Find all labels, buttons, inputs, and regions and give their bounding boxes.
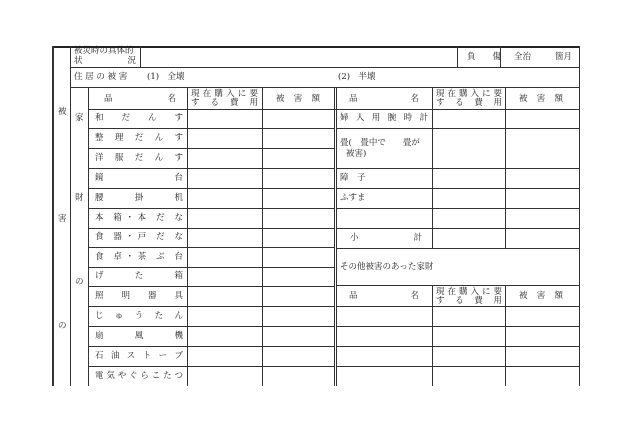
item-label: 洋 服 だ ん す [95, 153, 183, 163]
situation-label-1: 被災時の具体的 [74, 46, 134, 56]
left-border [52, 46, 54, 386]
item-label: 食 器・戸 だ な [95, 232, 183, 242]
item-label: 照 明 器 具 [95, 291, 183, 301]
item-label: 腰 掛 机 [95, 193, 183, 203]
col-item-left: 品 名 [104, 94, 176, 104]
item-label: 食 卓・茶 ぶ 台 [95, 252, 183, 262]
item-subtotal: 小 計 [350, 233, 422, 243]
other-items-label: その他被害のあった家財 [340, 262, 434, 272]
col-cost-left-2: す る 費 用 [191, 98, 258, 108]
item-label: 扇 風 機 [95, 331, 183, 341]
item-shoji: 障 子 [340, 173, 366, 183]
months-label: 箇月 [555, 52, 573, 62]
item-label: 鏡 台 [95, 173, 183, 183]
center-double-line-a [334, 87, 335, 386]
center-double-line-b [336, 87, 337, 386]
col-damage-right: 被 害 額 [519, 94, 563, 104]
housing-option-full: (1) 全壊 [147, 72, 185, 82]
col-cost-right-lower-2: す る 費 用 [436, 296, 502, 306]
item-label: じ ゅ う た ん [95, 311, 183, 321]
side-label-outer-3: の [58, 321, 67, 331]
col-item-right: 品 名 [349, 94, 419, 104]
item-label: 本 箱・本 だ な [95, 213, 183, 223]
item-label: げ た 箱 [95, 271, 183, 281]
side-label-inner-3: の [75, 277, 84, 287]
side-label-outer-1: 被 [58, 107, 67, 117]
item-label: 電気やぐらこたつ [95, 371, 183, 381]
housing-option-half: (2) 半壊 [338, 72, 376, 82]
col-cost-right-1: 現 在 購 入 に 要 [436, 89, 502, 99]
housing-damage-label: 住 居 の 被 害 [74, 72, 128, 82]
col-item-right-lower: 品 名 [349, 291, 419, 301]
item-label: 和 だ ん す [95, 113, 183, 123]
item-fusuma: ふすま [340, 193, 366, 203]
col-damage-left: 被 害 額 [276, 94, 320, 104]
situation-label-2: 状 況 [74, 56, 136, 66]
item-tatami-2: 被害) [346, 149, 367, 159]
item-label: 整 理 だ ん す [95, 133, 183, 143]
item-watch: 婦 人 用 腕 時 計 [340, 113, 428, 123]
col-cost-right-2: す る 費 用 [436, 98, 502, 108]
side-label-outer-2: 害 [58, 214, 67, 224]
col-cost-right-lower-1: 現 在 購 入 に 要 [436, 287, 502, 297]
full-cure-label: 全治 [514, 52, 532, 62]
col-cost-left-1: 現 在 購 入 に 要 [191, 89, 258, 99]
item-tatami-1: 畳( 畳中で 畳が [340, 138, 420, 148]
side-label-inner-1: 家 [75, 113, 84, 123]
side-label-inner-2: 財 [75, 193, 84, 203]
right-border [579, 46, 580, 386]
injury-label: 負 傷 [467, 52, 502, 62]
col-damage-right-lower: 被 害 額 [519, 291, 563, 301]
item-label: 石 油 ス ト ー ブ [95, 351, 183, 361]
